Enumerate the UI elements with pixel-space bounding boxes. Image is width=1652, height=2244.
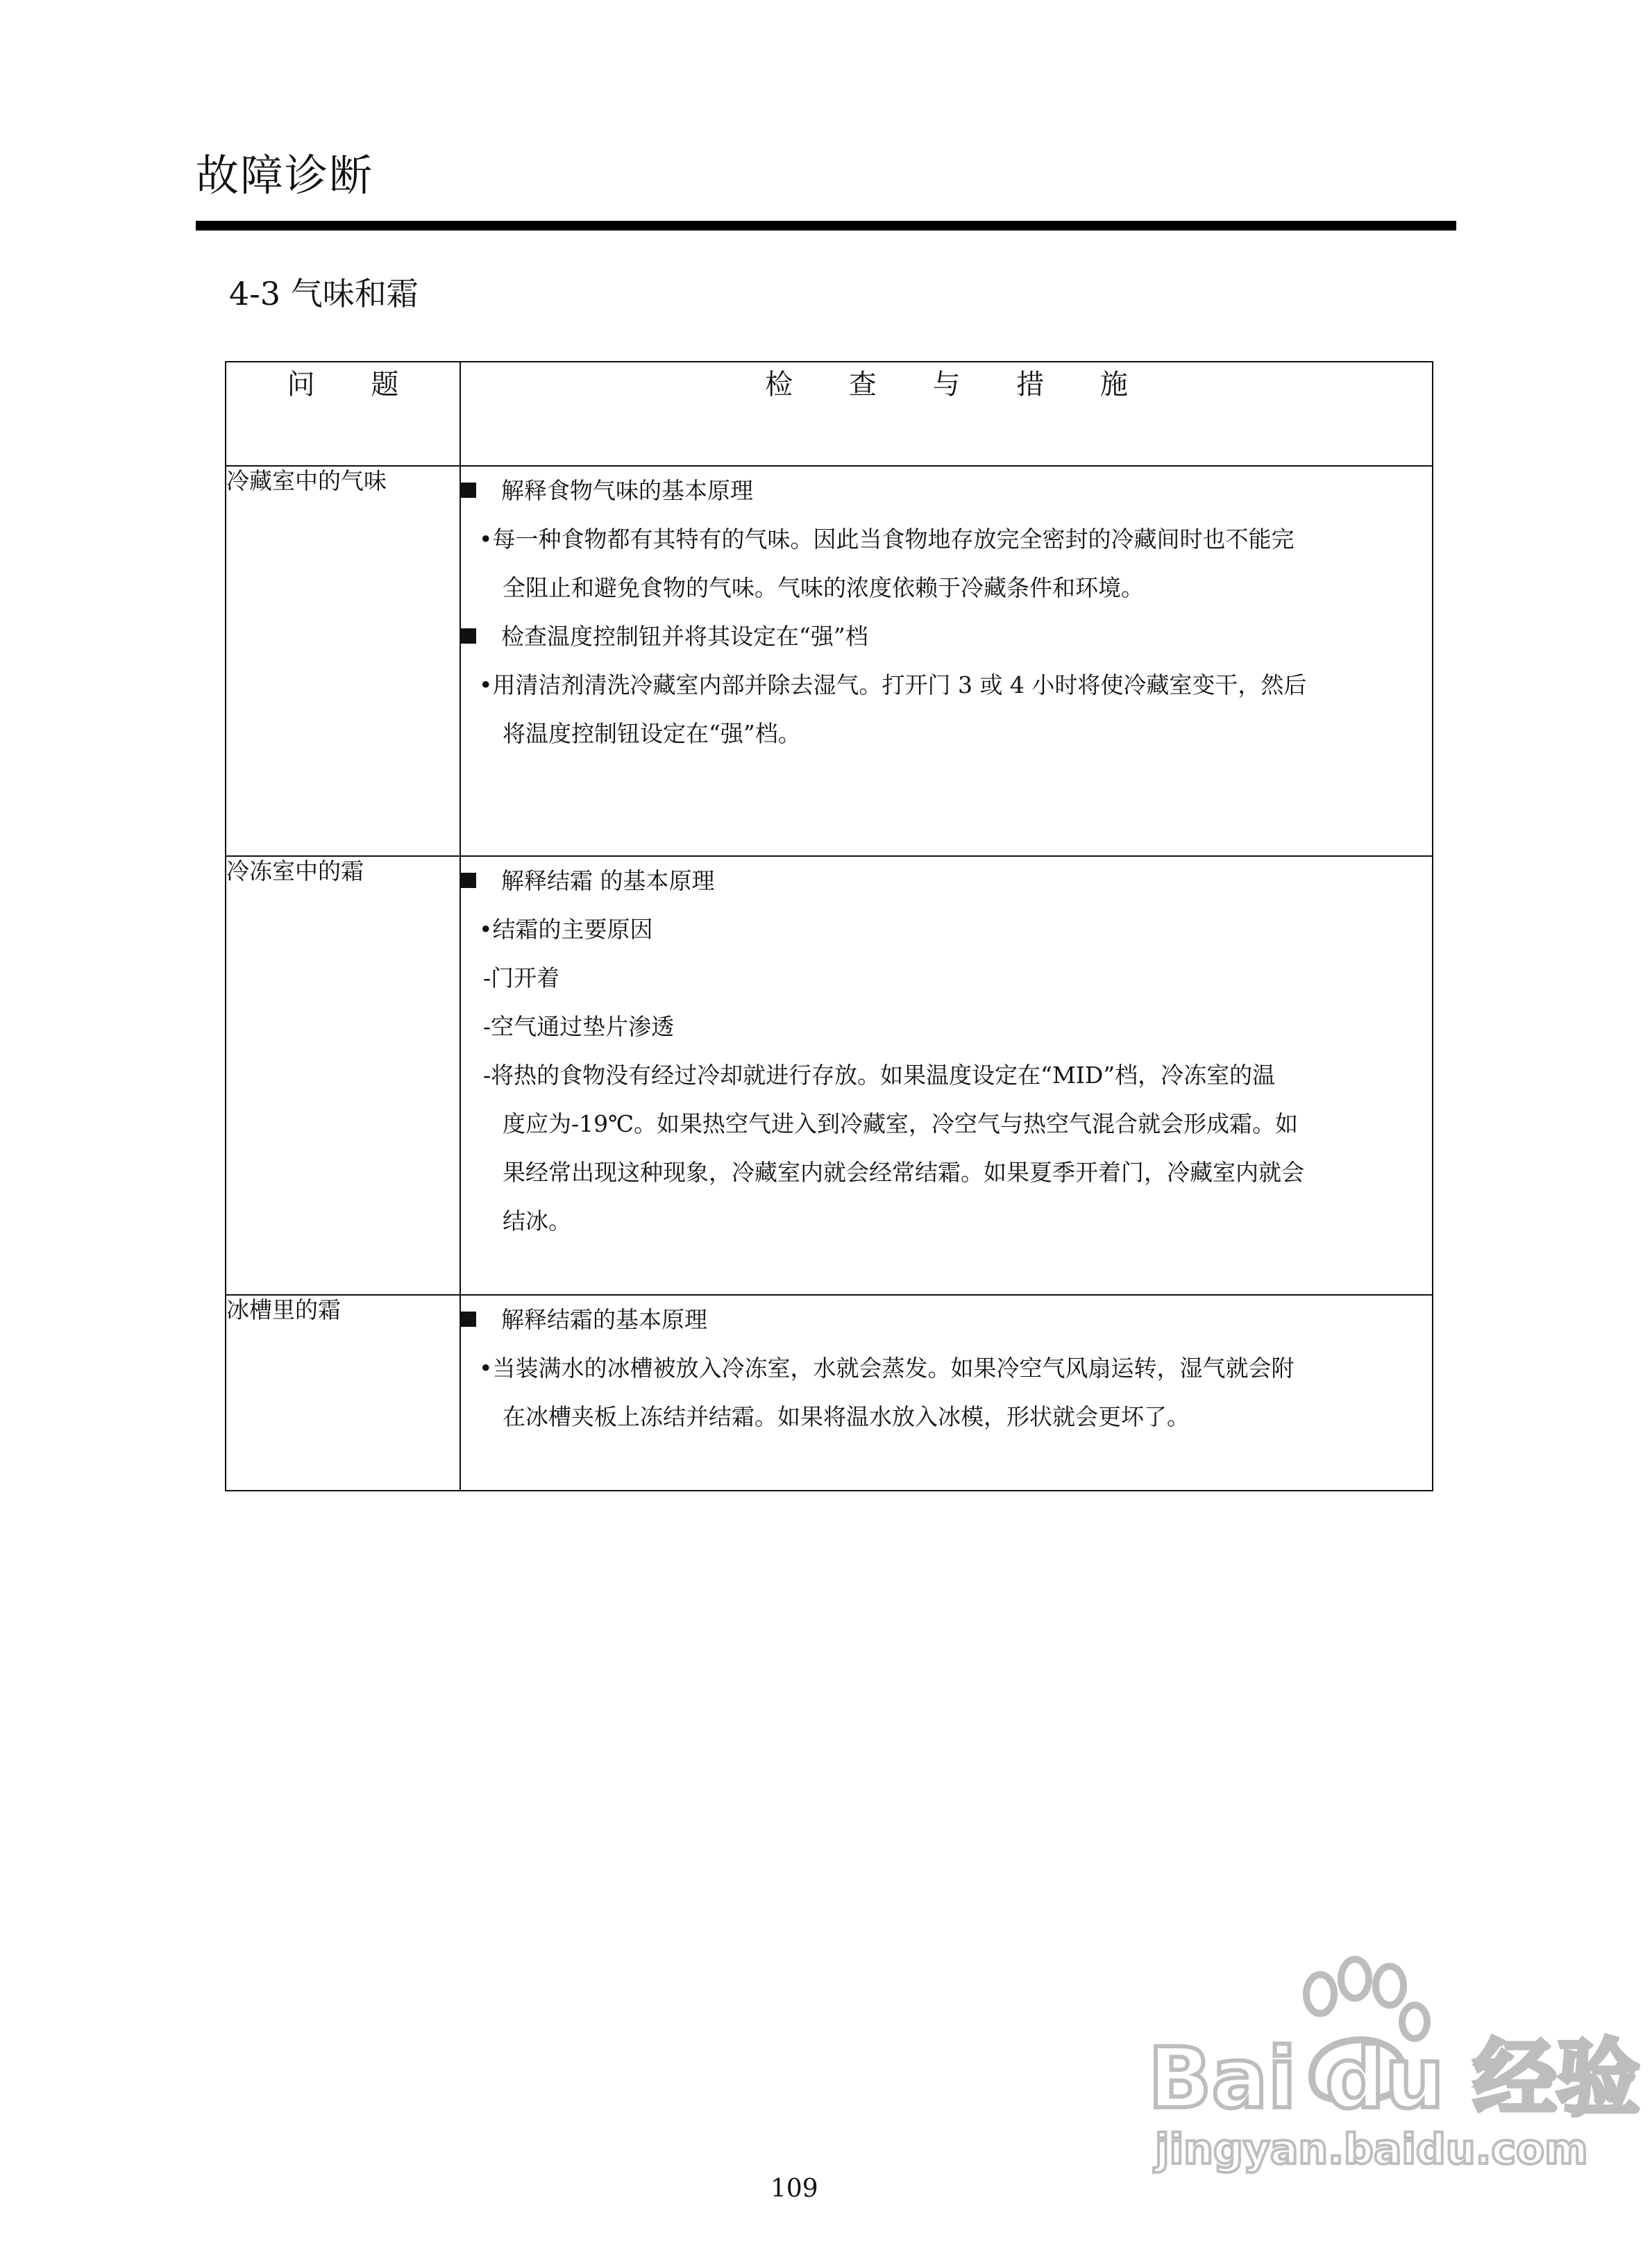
- page-number: 109: [770, 2175, 818, 2203]
- diagnosis-table: [225, 361, 1433, 1491]
- measure-heading: 解释食物气味的基本原理: [461, 467, 1432, 515]
- square-bullet-icon: [461, 1312, 476, 1327]
- problem-cell: 冷藏室中的气味: [226, 466, 460, 856]
- measure-line: •当装满水的冰槽被放入冷冻室，水就会蒸发。如果冷空气风扇运转，湿气就会附: [479, 1355, 1295, 1382]
- measure-heading: 解释结霜的基本原理: [461, 1296, 1432, 1344]
- problem-cell: 冷冻室中的霜: [226, 856, 460, 1295]
- problem-cell: 冰槽里的霜: [226, 1295, 460, 1491]
- measure-line: -门开着: [483, 964, 560, 991]
- measure-line: 结冰。: [503, 1207, 571, 1234]
- measure-line: •每一种食物都有其特有的气味。因此当食物地存放完全密封的冷藏间时也不能完: [479, 526, 1295, 553]
- measure-line: 将温度控制钮设定在“强”档。: [503, 720, 801, 747]
- measure-line: 度应为-19℃。如果热空气进入到冷藏室，冷空气与热空气混合就会形成霜。如: [503, 1110, 1299, 1137]
- table-row: [226, 856, 1433, 1295]
- measures-cell: [460, 1295, 1433, 1491]
- measure-heading: 解释结霜 的基本原理: [461, 857, 1432, 905]
- measure-line: 果经常出现这种现象，冷藏室内就会经常结霜。如果夏季开着门，冷藏室内就会: [503, 1159, 1304, 1186]
- measures-cell: [460, 856, 1433, 1295]
- chapter-title: 故障诊断: [196, 150, 374, 201]
- table-row: [226, 1295, 1433, 1491]
- measures-cell: [460, 466, 1433, 856]
- watermark-brand: Bai du 经验: [1148, 2031, 1640, 2127]
- square-bullet-icon: [461, 873, 476, 888]
- measure-heading: 检查温度控制钮并将其设定在“强”档: [461, 612, 1432, 661]
- header-measures: 检 查 与 措 施: [460, 362, 1433, 466]
- table-row: [226, 466, 1433, 856]
- chapter-rule: [196, 221, 1456, 231]
- table-header-row: [226, 362, 1433, 466]
- watermark-url: jingyan.baidu.com: [1155, 2125, 1588, 2174]
- measure-line: -空气通过垫片渗透: [483, 1013, 675, 1040]
- measure-line: •结霜的主要原因: [479, 916, 653, 943]
- measure-line: 全阻止和避免食物的气味。气味的浓度依赖于冷藏条件和环境。: [503, 574, 1144, 601]
- section-title: 4-3 气味和霜: [229, 275, 419, 312]
- measure-line: -将热的食物没有经过冷却就进行存放。如果温度设定在“MID”档，冷冻室的温: [483, 1062, 1276, 1089]
- baidu-jingyan-watermark: [1138, 1958, 1640, 2174]
- header-problem: 问 题: [226, 362, 460, 466]
- square-bullet-icon: [461, 483, 476, 498]
- measure-line: •用清洁剂清洗冷藏室内部并除去湿气。打开门 3 或 4 小时将使冷藏室变干，然后: [479, 671, 1307, 698]
- square-bullet-icon: [461, 628, 476, 644]
- measure-line: 在冰槽夹板上冻结并结霜。如果将温水放入冰模，形状就会更坏了。: [503, 1403, 1190, 1430]
